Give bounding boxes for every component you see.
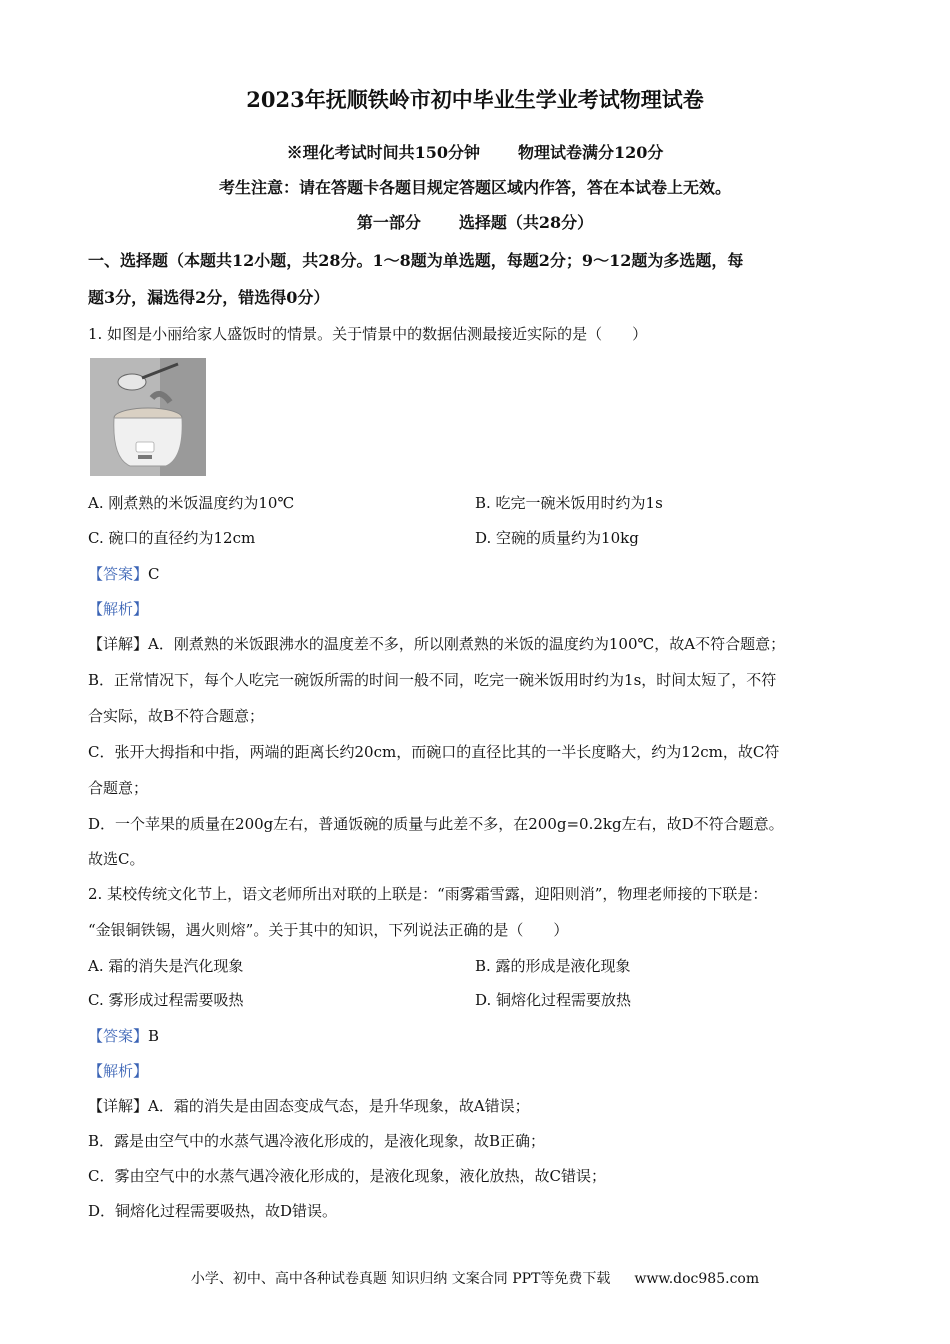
q2-analysis-tag: 【解析】: [88, 1062, 149, 1080]
q2-stem-line1: 2. 某校传统文化节上，语文老师所出对联的上联是：“雨雾霜雪露，迎阳则消”，物理老师接的下联是：: [88, 885, 768, 903]
q1-answer: C: [148, 565, 160, 583]
answer-tag: 【答案】: [88, 565, 149, 583]
q1-option-a: A. 刚煮熟的米饭温度约为10℃: [88, 494, 295, 512]
answer-tag: 【答案】: [88, 1027, 149, 1045]
q1-conclusion: 故选C。: [88, 850, 145, 868]
q2-stem-line2: “金银铜铁锡，遇火则熔”。关于其中的知识，下列说法正确的是（ ）: [88, 921, 569, 939]
detail-tag: 【详解】: [88, 1097, 149, 1115]
q2-option-a: A. 霜的消失是汽化现象: [88, 957, 244, 975]
q1-detail-b: B．正常情况下，每个人吃完一碗饭所需的时间一般不同，吃完一碗米饭用时约为1s，时间太短了，不符: [88, 671, 777, 689]
q2-detail-c: C．雾由空气中的水蒸气遇冷液化形成的，是液化现象，液化放热，故C错误；: [88, 1167, 606, 1185]
q2-detail-d: D．铜熔化过程需要吸热，故D错误。: [88, 1202, 338, 1220]
score-note: 物理试卷满分120分: [518, 143, 664, 162]
part-heading: [0, 212, 950, 234]
q1-detail-c-cont: 合题意；: [88, 779, 149, 797]
q1-analysis-tag: 【解析】: [88, 600, 149, 618]
time-note: ※理化考试时间共150分钟: [286, 143, 480, 162]
section-heading-line2: 题3分，漏选得2分，错选得0分）: [88, 288, 330, 307]
page-footer: [0, 1270, 950, 1288]
rice-cooker-illustration: [90, 358, 206, 476]
q1-stem: 1. 如图是小丽给家人盛饭时的情景。关于情景中的数据估测最接近实际的是（ ）: [88, 325, 648, 343]
q2-answer-line: [88, 1026, 159, 1046]
q2-option-c: C. 雾形成过程需要吸热: [88, 991, 244, 1009]
footer-text: 小学、初中、高中各种试卷真题 知识归纳 文案合同 PPT等免费下载: [190, 1271, 611, 1287]
rice-cooker-photo: [90, 358, 206, 476]
section-heading-line1: 一、选择题（本题共12小题，共28分。1～8题为单选题，每题2分；9～12题为多选题，每: [88, 251, 744, 270]
footer-url[interactable]: www.doc985.com: [634, 1271, 760, 1287]
q2-detail-b: B．露是由空气中的水蒸气遇冷液化形成的，是液化现象，故B正确；: [88, 1132, 546, 1150]
q1-detail-a: [88, 634, 785, 654]
exam-info-line: [0, 142, 950, 164]
q1-detail-d: D．一个苹果的质量在200g左右，普通饭碗的质量与此差不多，在200g=0.2kg左右，故D不符合题意。: [88, 815, 784, 833]
q2-option-b: B. 露的形成是液化现象: [475, 957, 631, 975]
exam-title: 2023年抚顺铁岭市初中毕业生学业考试物理试卷: [246, 87, 704, 112]
part-left: 第一部分: [356, 213, 421, 232]
part-right: 选择题（共28分）: [458, 213, 594, 232]
notice: 考生注意：请在答题卡各题目规定答题区域内作答，答在本试卷上无效。: [218, 178, 731, 197]
q1-detail-b-cont: 合实际，故B不符合题意；: [88, 707, 265, 725]
detail-tag: 【详解】: [88, 635, 149, 653]
q2-answer: B: [148, 1027, 160, 1045]
q1-option-c: C. 碗口的直径约为12cm: [88, 529, 256, 547]
q2-option-d: D. 铜熔化过程需要放热: [475, 991, 632, 1009]
q1-option-b: B. 吃完一碗米饭用时约为1s: [475, 494, 663, 512]
q1-option-d: D. 空碗的质量约为10kg: [475, 529, 639, 547]
q1-detail-a-text: A．刚煮熟的米饭跟沸水的温度差不多，所以刚煮熟的米饭的温度约为100℃，故A不符合题意；: [148, 635, 786, 653]
q2-detail-a-text: A．霜的消失是由固态变成气态，是升华现象，故A错误；: [148, 1097, 530, 1115]
q1-answer-line: [88, 564, 160, 584]
q2-detail-a: [88, 1096, 530, 1116]
q1-detail-c: C．张开大拇指和中指，两端的距离长约20cm，而碗口的直径比其的一半长度略大，约为12cm，故C符: [88, 743, 780, 761]
